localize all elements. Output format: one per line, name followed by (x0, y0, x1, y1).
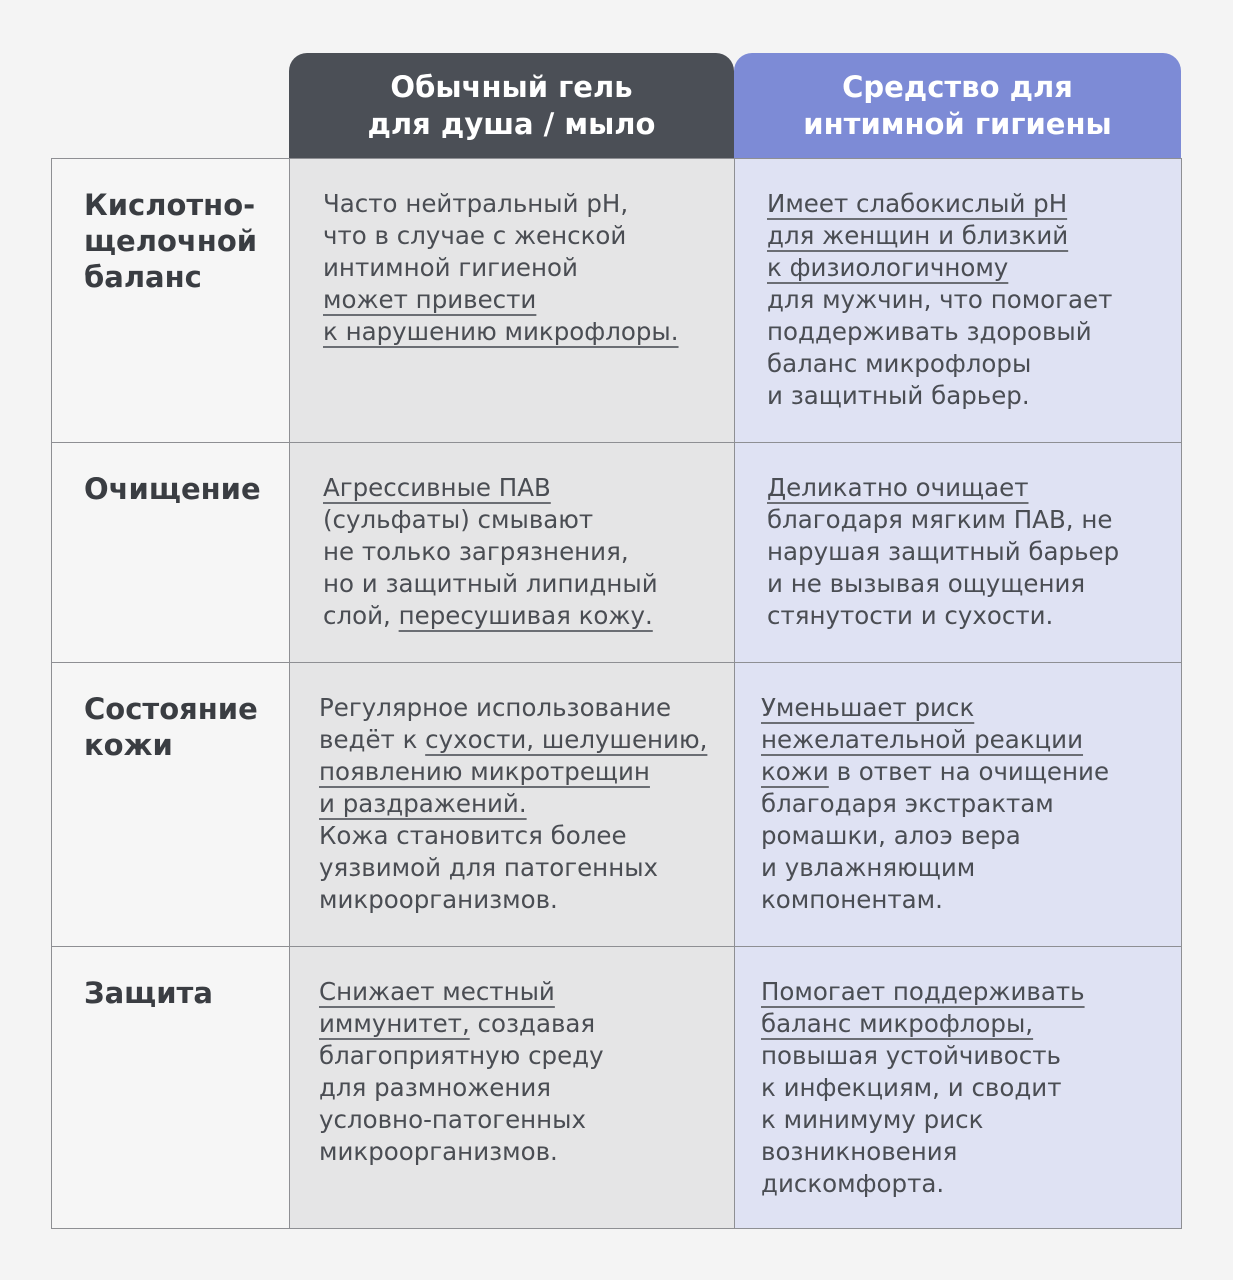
intimate-description (735, 663, 1181, 916)
soap-cell (290, 947, 735, 1229)
underlined-text-segment: может привести к нарушению микрофлоры. (323, 285, 679, 346)
header-regular-shower-gel: Обычный гель для душа / мыло (289, 53, 734, 158)
intimate-cell (735, 159, 1182, 443)
text-segment: для мужчин, что помогает поддерживать здоровый баланс микрофлоры и защитный барьер. (767, 285, 1113, 410)
header-intimate-hygiene: Средство для интимной гигиены (734, 53, 1181, 158)
row-cleansing (52, 443, 1182, 663)
underlined-text-segment: Помогает поддерживать баланс микрофлоры, (761, 977, 1085, 1038)
underlined-text-segment: Снижает местный иммунитет, (319, 977, 555, 1038)
soap-description (290, 663, 734, 916)
intimate-description (735, 159, 1181, 412)
comparison-table (51, 158, 1182, 1229)
text-segment: благодаря мягким ПАВ, не нарушая защитный барьер и не вызывая ощущения стянутости и сухости. (767, 505, 1120, 630)
text-segment: Часто нейтральный pH, что в случае с женской интимной гигиеной (323, 189, 629, 282)
soap-cell (290, 159, 735, 443)
row-label: Защита (84, 976, 213, 1010)
text-segment: в ответ на очищение благодаря экстрактам ромашки, алоэ вера и увлажняющим компонентам. (761, 757, 1110, 914)
row-label: Состояние кожи (84, 692, 258, 762)
soap-description (290, 443, 734, 632)
row-label-cell (52, 443, 290, 663)
text-segment: повышая устойчивость к инфекциям, и сводит к минимуму риск возникновения дискомфорта. (761, 1041, 1062, 1198)
intimate-description (735, 443, 1181, 632)
intimate-cell (735, 443, 1182, 663)
row-label-cell (52, 663, 290, 947)
soap-description (290, 947, 734, 1168)
text-segment: создавая благоприятную среду для размножения условно-патогенных микроорганизмов. (319, 1009, 604, 1166)
underlined-text-segment: Деликатно очищает (767, 473, 1029, 502)
intimate-cell (735, 663, 1182, 947)
underlined-text-segment: Уменьшает риск нежелательной реакции кожи (761, 693, 1084, 786)
row-protection (52, 947, 1182, 1229)
row-label: Очищение (84, 472, 261, 506)
row-label-cell (52, 159, 290, 443)
underlined-text-segment: Имеет слабокислый pH для женщин и близкий к физиологичному (767, 189, 1069, 282)
soap-cell (290, 663, 735, 947)
underlined-text-segment: пересушивая кожу. (398, 601, 653, 630)
underlined-text-segment: Агрессивные ПАВ (323, 473, 551, 502)
row-acid-base-balance (52, 159, 1182, 443)
text-segment: Регулярное использование ведёт к (319, 693, 672, 754)
underlined-text-segment: сухости, шелушению, появлению микротрещин и раздражений. (319, 725, 708, 818)
intimate-description (735, 947, 1181, 1200)
soap-cell (290, 443, 735, 663)
text-segment: Кожа становится более уязвимой для патогенных микроорганизмов. (319, 821, 659, 914)
row-label-cell (52, 947, 290, 1229)
soap-description (290, 159, 734, 348)
row-label: Кислотно- щелочной баланс (84, 188, 258, 294)
row-skin-condition (52, 663, 1182, 947)
intimate-cell (735, 947, 1182, 1229)
text-segment: (сульфаты) смывают не только загрязнения, но и защитный липидный слой, (323, 505, 658, 630)
